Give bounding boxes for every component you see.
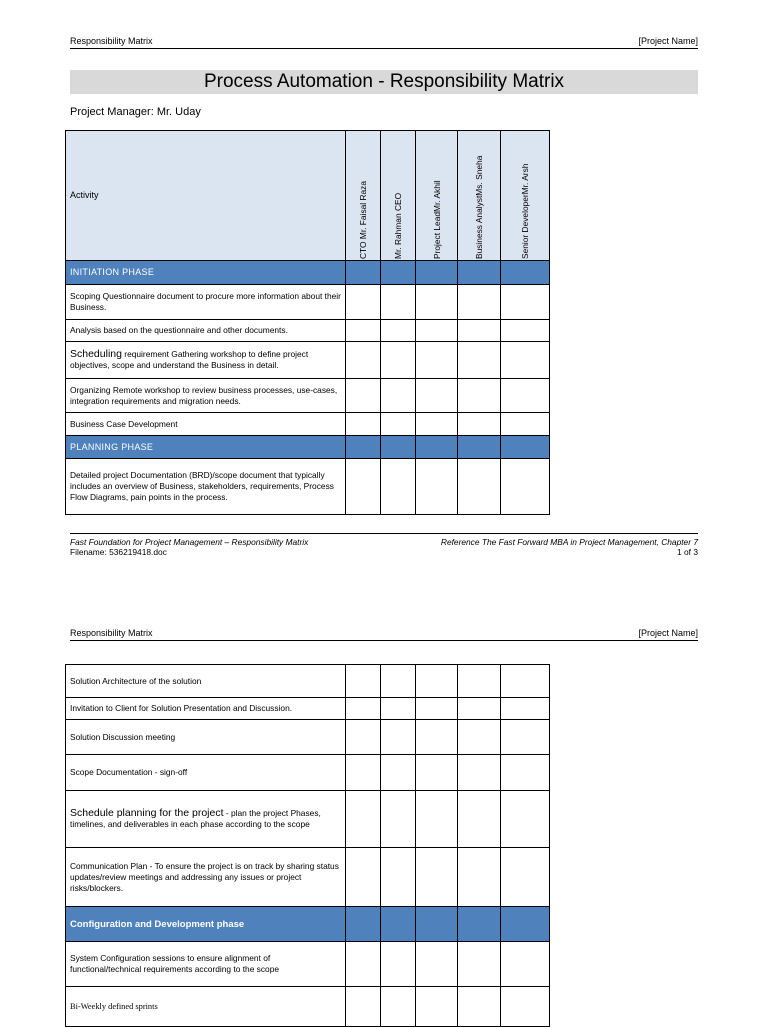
cell[interactable] [416, 436, 458, 459]
cell[interactable] [501, 413, 550, 436]
table-row [66, 942, 550, 987]
cell[interactable] [346, 342, 381, 379]
responsibility-table-page2 [65, 664, 550, 1027]
cell[interactable] [501, 942, 550, 987]
page-footer [70, 533, 698, 557]
page-number: 1 of 3 [677, 547, 698, 557]
document-title: Process Automation - Responsibility Matrix [70, 70, 698, 94]
footer-right: Reference The Fast Forward MBA in Project Management, Chapter 7 [440, 537, 698, 547]
phase-label: PLANNING PHASE [66, 436, 346, 459]
table-row [66, 791, 550, 848]
cell[interactable] [381, 436, 416, 459]
cell[interactable] [346, 907, 381, 942]
cell[interactable] [501, 665, 550, 698]
cell[interactable] [416, 755, 458, 791]
cell[interactable] [346, 379, 381, 413]
cell[interactable] [458, 413, 501, 436]
activity-lead: Scheduling [70, 348, 122, 360]
role-header [381, 131, 416, 261]
activity-cell: Bi-Weekly defined sprints [66, 987, 346, 1027]
table-header-row [66, 131, 550, 261]
cell[interactable] [381, 942, 416, 987]
page-header [70, 36, 698, 49]
cell[interactable] [501, 791, 550, 848]
cell[interactable] [346, 698, 381, 720]
cell[interactable] [381, 285, 416, 320]
activity-lead: Schedule planning for the project [70, 807, 224, 819]
cell[interactable] [381, 342, 416, 379]
activity-cell: Communication Plan - To ensure the project is on track by sharing status updates/review meetings and addressing any issues or project risks/blockers. [66, 848, 346, 907]
cell[interactable] [346, 436, 381, 459]
cell[interactable] [346, 720, 381, 755]
cell[interactable] [346, 755, 381, 791]
role-label: Mr. Rahman CEO [393, 192, 403, 259]
cell[interactable] [458, 285, 501, 320]
cell[interactable] [458, 848, 501, 907]
page-header [70, 628, 698, 641]
table-row [66, 755, 550, 791]
cell[interactable] [346, 942, 381, 987]
activity-cell: Solution Architecture of the solution [66, 665, 346, 698]
role-header [458, 131, 501, 261]
role-label: Senior DeveloperMr. Arsh [520, 163, 530, 259]
table-row [66, 665, 550, 698]
cell[interactable] [501, 848, 550, 907]
phase-label: INITIATION PHASE [66, 261, 346, 285]
cell[interactable] [458, 907, 501, 942]
cell[interactable] [346, 285, 381, 320]
cell[interactable] [501, 285, 550, 320]
cell[interactable] [458, 987, 501, 1027]
cell[interactable] [416, 791, 458, 848]
cell[interactable] [381, 755, 416, 791]
cell[interactable] [501, 987, 550, 1027]
cell[interactable] [381, 791, 416, 848]
cell[interactable] [381, 665, 416, 698]
cell[interactable] [416, 342, 458, 379]
cell[interactable] [416, 261, 458, 285]
cell[interactable] [501, 379, 550, 413]
cell[interactable] [346, 665, 381, 698]
cell[interactable] [381, 987, 416, 1027]
table-row [66, 848, 550, 907]
footer-left: Fast Foundation for Project Management – Responsibility Matrix [70, 537, 309, 547]
cell[interactable] [458, 665, 501, 698]
table-row [66, 987, 550, 1027]
cell[interactable] [416, 285, 458, 320]
cell[interactable] [346, 459, 381, 515]
cell[interactable] [381, 848, 416, 907]
cell[interactable] [381, 720, 416, 755]
table-row [66, 285, 550, 320]
activity-cell: Solution Discussion meeting [66, 720, 346, 755]
activity-cell: Scope Documentation - sign-off [66, 755, 346, 791]
cell[interactable] [458, 791, 501, 848]
activity-cell: Organizing Remote workshop to review business processes, use-cases, integration requirements and migration needs. [66, 379, 346, 413]
cell[interactable] [501, 459, 550, 515]
cell[interactable] [458, 698, 501, 720]
header-left: Responsibility Matrix [70, 628, 153, 638]
cell[interactable] [501, 436, 550, 459]
cell[interactable] [501, 720, 550, 755]
role-header [501, 131, 550, 261]
cell[interactable] [381, 413, 416, 436]
cell[interactable] [501, 342, 550, 379]
cell[interactable] [416, 413, 458, 436]
cell[interactable] [416, 459, 458, 515]
activity-cell: Invitation to Client for Solution Presentation and Discussion. [66, 698, 346, 720]
cell[interactable] [458, 942, 501, 987]
phase-row-configuration [66, 907, 550, 942]
cell[interactable] [416, 320, 458, 342]
cell[interactable] [458, 261, 501, 285]
table-row [66, 720, 550, 755]
table-row [66, 342, 550, 379]
cell[interactable] [458, 755, 501, 791]
cell[interactable] [416, 987, 458, 1027]
cell[interactable] [416, 720, 458, 755]
activity-header: Activity [66, 131, 346, 261]
table-row [66, 379, 550, 413]
role-label: CTO Mr. Faisal Raza [358, 180, 368, 259]
cell[interactable] [458, 459, 501, 515]
table-row [66, 698, 550, 720]
role-header [346, 131, 381, 261]
cell[interactable] [346, 261, 381, 285]
table-row [66, 413, 550, 436]
cell[interactable] [416, 379, 458, 413]
cell[interactable] [381, 698, 416, 720]
cell[interactable] [458, 320, 501, 342]
activity-text: - plan the project Phases, timelines, and deliverables in each phase according to the scope [70, 808, 321, 829]
activity-cell: Analysis based on the questionnaire and other documents. [66, 320, 346, 342]
cell[interactable] [501, 907, 550, 942]
phase-row-planning [66, 436, 550, 459]
cell[interactable] [416, 665, 458, 698]
role-header [416, 131, 458, 261]
role-label: Project LeadMr. Akhil [431, 179, 442, 259]
project-manager: Project Manager: Mr. Uday [70, 106, 201, 118]
cell[interactable] [381, 907, 416, 942]
cell[interactable] [346, 987, 381, 1027]
cell[interactable] [416, 848, 458, 907]
activity-cell: Scoping Questionnaire document to procure more information about their Business. [66, 285, 346, 320]
activity-cell: Detailed project Documentation (BRD)/scope document that typically includes an overview of Business, stakeholders, requirements, Process Flow Diagrams, pain points in the process. [66, 459, 346, 515]
table-row [66, 320, 550, 342]
cell[interactable] [381, 320, 416, 342]
cell[interactable] [458, 436, 501, 459]
activity-cell: Business Case Development [66, 413, 346, 436]
cell[interactable] [416, 907, 458, 942]
activity-cell [66, 791, 346, 848]
cell[interactable] [381, 459, 416, 515]
cell[interactable] [501, 755, 550, 791]
cell[interactable] [346, 848, 381, 907]
cell[interactable] [501, 320, 550, 342]
activity-text: requirement Gathering workshop to define project objectives, scope and understand the Business in detail. [70, 349, 309, 370]
phase-label: Configuration and Development phase [66, 907, 346, 942]
header-right: [Project Name] [638, 36, 698, 46]
cell[interactable] [458, 379, 501, 413]
cell[interactable] [346, 791, 381, 848]
responsibility-table-page1 [65, 130, 550, 515]
cell[interactable] [416, 942, 458, 987]
table-row [66, 459, 550, 515]
phase-row-initiation [66, 261, 550, 285]
cell[interactable] [381, 261, 416, 285]
cell[interactable] [458, 720, 501, 755]
cell[interactable] [458, 342, 501, 379]
activity-cell: System Configuration sessions to ensure alignment of functional/technical requirements according to the scope [66, 942, 346, 987]
cell[interactable] [501, 698, 550, 720]
activity-cell [66, 342, 346, 379]
role-label: Business AnalystMs. Sneha [474, 155, 484, 259]
header-left: Responsibility Matrix [70, 36, 153, 46]
cell[interactable] [346, 413, 381, 436]
cell[interactable] [416, 698, 458, 720]
cell[interactable] [346, 320, 381, 342]
cell[interactable] [501, 261, 550, 285]
header-right: [Project Name] [638, 628, 698, 638]
cell[interactable] [381, 379, 416, 413]
footer-filename: Filename: 536219418.doc [70, 547, 167, 557]
